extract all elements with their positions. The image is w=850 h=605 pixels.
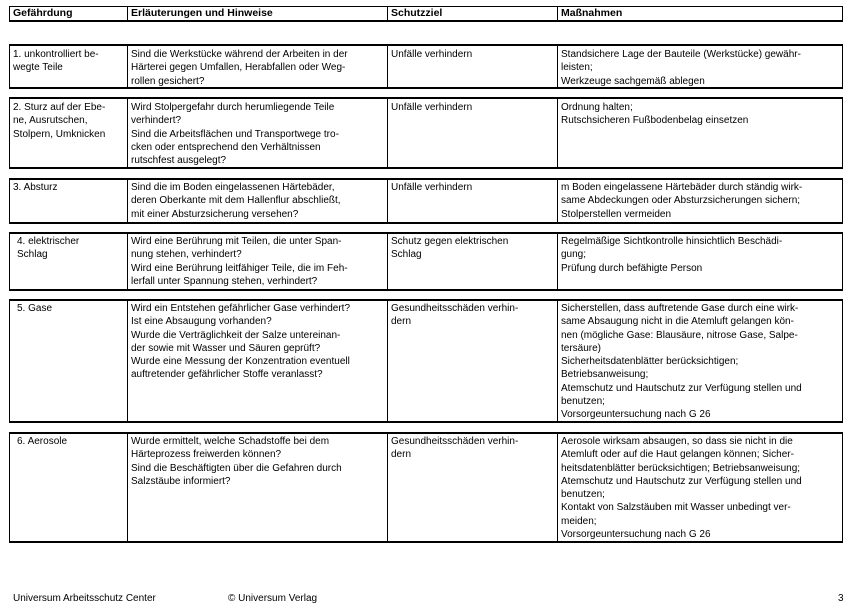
- footer-copyright: © Universum Verlag: [228, 593, 318, 604]
- row-divider: [9, 432, 10, 542]
- row-divider: [387, 299, 388, 422]
- row-divider: [9, 97, 10, 168]
- header-bottom-rule: [9, 20, 843, 22]
- notes-cell: Wird Stolpergefahr durch herumliegende Teile verhindert? Sind die Arbeitsflächen und Transportwege tro- cken oder entsprechend den Verhältnissen rutschfest ausgelegt?: [131, 102, 339, 167]
- row-bottom-rule: [9, 289, 843, 291]
- goal-cell: Unfälle verhindern: [391, 102, 473, 113]
- row-divider: [9, 178, 10, 223]
- hazard-cell: 3. Absturz: [13, 182, 58, 193]
- hazard-cell: 2. Sturz auf der Ebe- ne, Ausrutschen, Stolpern, Umknicken: [13, 102, 106, 140]
- row-divider: [127, 178, 128, 223]
- goal-cell: Schutz gegen elektrischen Schlag: [391, 236, 509, 261]
- measures-cell: Aerosole wirksam absaugen, so dass sie nicht in die Atemluft oder auf die Haut gelangen können; Sicher- heitsdatenblätter berücksichtigen; Betriebsanweisung; Atemschutz und Hautschutz zur Verfügung stellen und benutzen; Kontakt von Salzstäuben mit Wasser unbedingt ver- meiden; Vorsorgeuntersuchung nach G 26: [561, 436, 802, 541]
- goal-cell: Unfälle verhindern: [391, 49, 473, 60]
- row-divider: [387, 232, 388, 290]
- row-divider: [127, 97, 128, 168]
- row-divider: [9, 44, 10, 88]
- measures-cell: Ordnung halten; Rutschsicheren Fußbodenbelag einsetzen: [561, 102, 749, 127]
- header-divider: [557, 6, 558, 20]
- row-divider: [842, 432, 843, 542]
- row-divider: [842, 232, 843, 290]
- row-bottom-rule: [9, 222, 843, 224]
- row-divider: [127, 44, 128, 88]
- notes-cell: Sind die Werkstücke während der Arbeiten in der Härterei gegen Umfallen, Herabfallen oder Weg- rollen gesichert?: [131, 49, 348, 87]
- measures-cell: Regelmäßige Sichtkontrolle hinsichtlich Beschädi- gung; Prüfung durch befähigte Person: [561, 236, 783, 274]
- row-divider: [557, 299, 558, 422]
- hazard-cell: 1. unkontrolliert be- wegte Teile: [13, 49, 99, 74]
- row-top-rule: [9, 232, 843, 234]
- hazard-cell: 4. elektrischer Schlag: [17, 236, 80, 261]
- notes-cell: Wurde ermittelt, welche Schadstoffe bei dem Härteprozess freiwerden können? Sind die Beschäftigten über die Gefahren durch Salzstäube informiert?: [131, 436, 342, 487]
- notes-cell: Sind die im Boden eingelassenen Härtebäder, deren Oberkante mit dem Hallenflur abschließt, mit einer Absturzsicherung versehen?: [131, 182, 341, 220]
- row-top-rule: [9, 299, 843, 301]
- row-divider: [127, 432, 128, 542]
- header-hazard: Gefährdung: [13, 7, 73, 19]
- hazard-cell: 6. Aerosole: [17, 436, 68, 447]
- row-divider: [557, 97, 558, 168]
- row-divider: [127, 299, 128, 422]
- measures-cell: m Boden eingelassene Härtebäder durch ständig wirk- same Abdeckungen oder Absturzsicherungen sichern; Stolperstellen vermeiden: [561, 182, 803, 220]
- notes-cell: Wird eine Berührung mit Teilen, die unter Span- nung stehen, verhindert? Wird eine Berührung leitfähiger Teile, die im Feh- lerfall unter Spannung stehen, verhindert?: [131, 236, 348, 287]
- header-divider: [842, 6, 843, 20]
- row-bottom-rule: [9, 167, 843, 169]
- row-top-rule: [9, 178, 843, 180]
- measures-cell: Sicherstellen, dass auftretende Gase durch eine wirk- same Absaugung nicht in die Atemluft gelangen kön- nen (mögliche Gase: Blausäure, nitrose Gase, Salpe- tersäure) Sicherheitsdatenblätter berücksichtigen; Betriebsanweisung; Atemschutz und Hautschutz zur Verfügung stellen und benutzen; Vorsorgeuntersuchung nach G 26: [561, 303, 802, 421]
- row-divider: [387, 178, 388, 223]
- notes-cell: Wird ein Entstehen gefährlicher Gase verhindert? Ist eine Absaugung vorhanden? Wurde die Verträglichkeit der Salze untereinan- der sowie mit Wasser und Säuren geprüft? Wurde eine Messung der Konzentration eventuell auftretender gefährlicher Stoffe veranlasst?: [131, 303, 351, 381]
- header-divider: [127, 6, 128, 20]
- row-divider: [557, 44, 558, 88]
- row-divider: [127, 232, 128, 290]
- hazard-cell: 5. Gase: [17, 303, 53, 314]
- row-divider: [387, 44, 388, 88]
- header-goal: Schutzziel: [391, 7, 443, 19]
- row-divider: [9, 299, 10, 422]
- row-divider: [387, 432, 388, 542]
- goal-cell: Unfälle verhindern: [391, 182, 473, 193]
- row-bottom-rule: [9, 421, 843, 423]
- page-number: 3: [838, 593, 844, 604]
- header-measures: Maßnahmen: [561, 7, 623, 19]
- measures-cell: Standsichere Lage der Bauteile (Werkstücke) gewähr- leisten; Werkzeuge sachgemäß ablegen: [561, 49, 801, 87]
- row-bottom-rule: [9, 87, 843, 89]
- footer-publisher: Universum Arbeitsschutz Center: [13, 593, 156, 604]
- row-divider: [842, 299, 843, 422]
- row-bottom-rule: [9, 541, 843, 543]
- header-divider: [387, 6, 388, 20]
- header-notes: Erläuterungen und Hinweise: [131, 7, 273, 19]
- goal-cell: Gesundheitsschäden verhin- dern: [391, 303, 519, 328]
- row-divider: [557, 232, 558, 290]
- row-top-rule: [9, 432, 843, 434]
- row-divider: [842, 97, 843, 168]
- row-top-rule: [9, 44, 843, 46]
- row-divider: [557, 432, 558, 542]
- row-divider: [842, 178, 843, 223]
- row-divider: [387, 97, 388, 168]
- header-divider: [9, 6, 10, 20]
- row-divider: [9, 232, 10, 290]
- goal-cell: Gesundheitsschäden verhin- dern: [391, 436, 519, 461]
- row-top-rule: [9, 97, 843, 99]
- row-divider: [557, 178, 558, 223]
- row-divider: [842, 44, 843, 88]
